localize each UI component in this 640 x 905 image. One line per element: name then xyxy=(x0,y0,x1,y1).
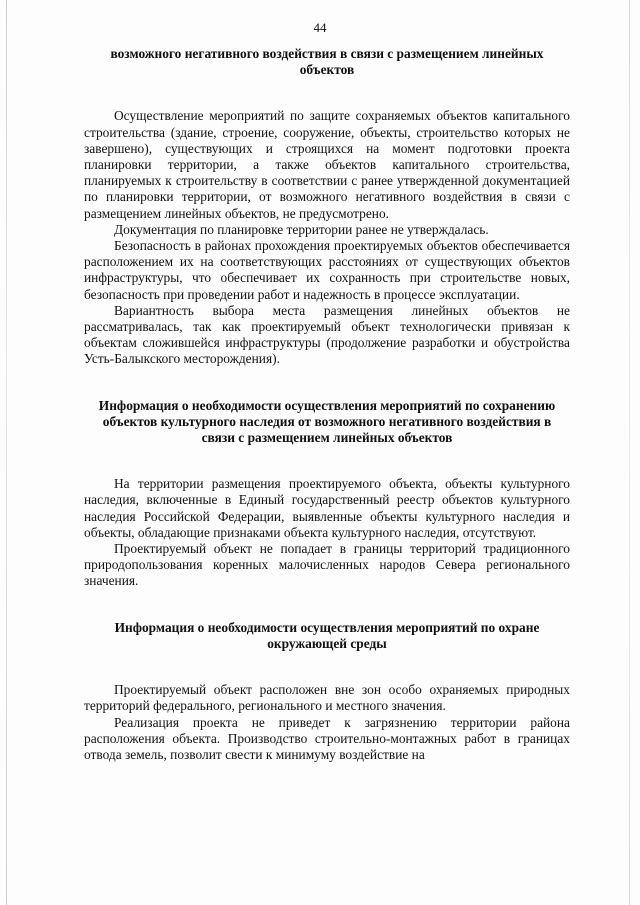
paragraph: Реализация проекта не приведет к загрязнению территории района расположения объекта. Производство строительно-монтажных работ в границах отвода земель, позволит свести к минимуму воздействие на xyxy=(84,714,570,762)
paragraph: Осуществление мероприятий по защите сохраняемых объектов капитального строительства (здание, строение, сооружение, объекты, строительство которых не завершено), существующих и строящихся на момент подготовки проекта планировки территории, а также объектов капитального строительства, планируемых к строительству в соответствии с ранее утвержденной документацией по планировки территории, от возможного негативного воздействия в связи с размещением линейных объектов, не предусмотрено. xyxy=(84,108,570,221)
paragraph: На территории размещения проектируемого объекта, объекты культурного наследия, включенные в Единый государственный реестр объектов культурного наследия Российской Федерации, выявленные объекты культурного наследия и объекты, обладающие признаками объекта культурного наследия, отсутствуют. xyxy=(84,476,570,540)
page-left-edge xyxy=(6,0,7,905)
paragraph: Проектируемый объект не попадает в границы территорий традиционного природопользования коренных малочисленных народов Севера регионального значения. xyxy=(84,541,570,589)
section-heading-negative-impact: возможного негативного воздействия в связи с размещением линейных объектов xyxy=(110,46,544,78)
section-heading-environment: Информация о необходимости осуществления мероприятий по охране окружающей среды xyxy=(114,619,540,651)
page-number: 44 xyxy=(313,20,327,35)
paragraph: Документация по планировке территории ранее не утверждалась. xyxy=(114,221,489,237)
section-heading-cultural-heritage: Информация о необходимости осуществления мероприятий по сохранению объектов культурного наследия от возможного негативного воздействия в связи с размещением линейных объектов xyxy=(98,397,556,446)
paragraph: Проектируемый объект расположен вне зон особо охраняемых природных территорий федерального, регионального и местного значения. xyxy=(84,682,570,714)
paragraph: Безопасность в районах прохождения проектируемых объектов обеспечивается расположением их на соответствующих расстояниях от существующих объектов инфраструктуры, что обеспечивает их сохранность при строительстве новых, безопасность при проведении работ и надежность в процессе эксплуатации. xyxy=(84,238,570,302)
paragraph: Вариантность выбора места размещения линейных объектов не рассматривалась, так как проектируемый объект технологически привязан к объектам сложившейся инфраструктуры (продолжение разработки и обустройства Усть-Балыкского месторождения). xyxy=(84,302,570,367)
document-body xyxy=(84,46,570,763)
page-right-edge xyxy=(629,0,630,905)
